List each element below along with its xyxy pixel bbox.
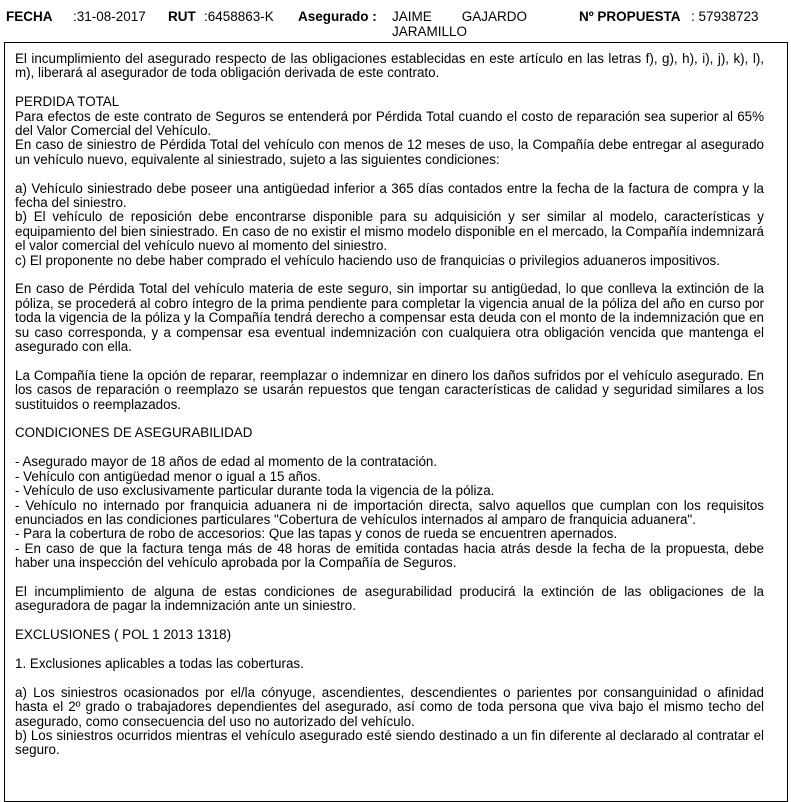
condiciones-list: [15, 455, 764, 570]
paragraph-perdida-prima: En caso de Pérdida Total del vehículo materia de este seguro, sin importar su antigüedad, lo que conlleva la extinción de la póliza, se procederá al cobro íntegro de la prima pendiente para completar la vigencia anual de la póliza del año en curso por toda la vigencia de la póliza y la Compañía tendrá derecho a compensar esta deuda con el monto de la indemnización que en su caso corresponda, y a compensar esa eventual indemnización con cualquiera otra obligación vencida que mantenga el asegurado con ella.: [15, 281, 764, 355]
list-item: - Vehículo de uso exclusivamente particular durante toda la vigencia de la póliza.: [15, 483, 495, 499]
fecha-label: FECHA: [6, 9, 53, 24]
rut-label: RUT: [168, 9, 196, 24]
rut-value: :6458863-K: [204, 9, 274, 24]
list-item: - Para la cobertura de robo de accesorios: Que las tapas y conos de rueda se encuentren apernados.: [15, 526, 618, 542]
section-title-perdida-total: PERDIDA TOTAL: [15, 94, 120, 110]
paragraph-incumplimiento: El incumplimiento del asegurado respecto de las obligaciones establecidas en este artículo en las letras f), g), h), i), j), k), l), m), liberará al asegurador de toda obligación derivada de este contrato.: [15, 51, 764, 81]
list-item: - Vehículo con antigüedad menor o igual a 15 años.: [15, 468, 321, 484]
condition-c: c) El proponente no debe haber comprado el vehículo haciendo uso de franquicias o privilegios aduaneros impositivos.: [15, 252, 720, 268]
exclusion-a: a) Los siniestros ocasionados por el/la cónyuge, ascendientes, descendientes o parientes por consanguinidad o afinidad hasta el 2º grado o trabajadores dependientes del asegurado, así como de toda persona que viva bajo el mismo techo del asegurado, como consecuencia del uso no autorizado del vehículo.: [15, 684, 764, 729]
asegurado-label: Asegurado :: [298, 9, 377, 24]
list-item: - En caso de que la factura tenga más de 48 horas de emitida contadas hacia atrás desde la fecha de la propuesta, debe haber una inspección del vehículo aprobada por la Compañía de Seguros.: [15, 540, 764, 571]
section-title-condiciones: CONDICIONES DE ASEGURABILIDAD: [15, 425, 253, 441]
condition-b: b) El vehículo de reposición debe encontrarse disponible para su adquisición y ser similar al modelo, características y equipamiento del bien siniestrado. En caso de no existir el mismo modelo disponible en el mercado, la Compañía indemnizará el valor comercial del vehículo nuevo al momento del siniestro.: [15, 209, 764, 254]
list-item: - Vehículo no internado por franquicia aduanera ni de importación directa, salvo aquellos que cumplan con los requisitos enunciados en las condiciones particulares "Cobertura de vehículos internados al amparo de franquicia aduanera".: [15, 497, 764, 527]
document-body: [15, 52, 764, 758]
exclusiones-subtitle: 1. Exclusiones aplicables a todas las coberturas.: [15, 655, 304, 671]
section-title-exclusiones: EXCLUSIONES ( POL 1 2013 1318): [15, 627, 232, 643]
document-header: [0, 0, 791, 42]
asegurado-name-line2: JARAMILLO: [392, 24, 468, 39]
asegurado-name-line1: JAIME GAJARDO: [392, 9, 528, 24]
fecha-value: :31-08-2017: [73, 9, 146, 24]
list-item: - Asegurado mayor de 18 años de edad al momento de la contratación.: [15, 454, 438, 470]
exclusion-b: b) Los siniestros ocurridos mientras el vehículo asegurado esté siendo destinado a un fin diferente al declarado al contratar el seguro.: [15, 727, 764, 758]
paragraph-condiciones-incumplimiento: El incumplimiento de alguna de estas condiciones de asegurabilidad producirá la extinción de las obligaciones de la aseguradora de pagar la indemnización ante un siniestro.: [15, 583, 764, 614]
paragraph-perdida-vehiculo-nuevo: En caso de siniestro de Pérdida Total del vehículo con menos de 12 meses de uso, la Compañía debe entregar al asegurado un vehículo nuevo, equivalente al siniestrado, sujeto a las siguientes condiciones:: [15, 137, 764, 167]
condition-a: a) Vehículo siniestrado debe poseer una antigüedad inferior a 365 días contados entre la fecha de la factura de compra y la fecha del siniestro.: [15, 180, 764, 211]
paragraph-perdida-definicion: Para efectos de este contrato de Seguros se entenderá por Pérdida Total cuando el costo de reparación sea superior al 65% del Valor Comercial del Vehículo.: [15, 108, 764, 139]
paragraph-perdida-reparacion: La Compañía tiene la opción de reparar, reemplazar o indemnizar en dinero los daños sufridos por el vehículo asegurado. En los casos de reparación o reemplazo se usarán repuestos que tengan características de calidad y seguridad similares a los sustituidos o reemplazados.: [15, 367, 764, 412]
propuesta-label: Nº PROPUESTA: [579, 9, 681, 24]
propuesta-value: : 57938723: [691, 9, 759, 24]
